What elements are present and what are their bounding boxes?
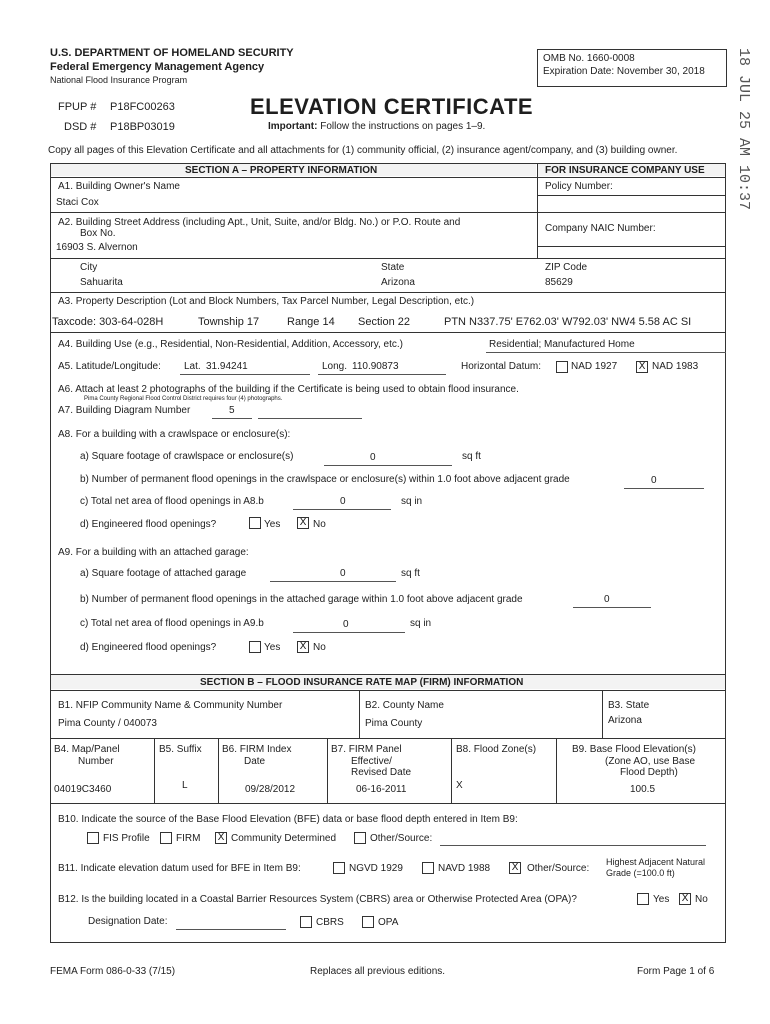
important-text: Follow the instructions on pages 1–9. xyxy=(320,121,486,132)
city-label: City xyxy=(80,262,98,273)
a8d-no-label: No xyxy=(313,519,326,530)
b7-label-line3: Revised Date xyxy=(351,767,412,778)
a8a-unit: sq ft xyxy=(462,451,481,462)
b7-effective-date[interactable]: 06-16-2011 xyxy=(356,784,407,795)
section-b-heading: SECTION B – FLOOD INSURANCE RATE MAP (FIRM) INFORMATION xyxy=(200,677,524,688)
b2-county[interactable]: Pima County xyxy=(365,718,423,729)
a8b-value[interactable]: 0 xyxy=(651,475,657,486)
a8d-yes-label: Yes xyxy=(264,519,281,530)
b6-label-line2: Date xyxy=(244,756,266,767)
a3-label: A3. Property Description (Lot and Block Numbers, Tax Parcel Number, Legal Description, etc.) xyxy=(58,296,475,307)
b3-label: B3. State xyxy=(608,700,650,711)
a7-label: A7. Building Diagram Number xyxy=(58,405,191,416)
a9d-yes-label: Yes xyxy=(264,642,281,653)
b11-other-checkbox[interactable]: X xyxy=(509,862,521,874)
a4-building-use[interactable]: Residential; Manufactured Home xyxy=(489,339,635,350)
a9d-no-label: No xyxy=(313,642,326,653)
a8b-label: b) Number of permanent flood openings in the crawlspace or enclosure(s) within 1.0 foot above adjacent grade xyxy=(80,474,570,485)
b11-navd-label: NAVD 1988 xyxy=(438,863,491,874)
a9c-label: c) Total net area of flood openings in A9.b xyxy=(80,618,264,629)
a9a-label: a) Square footage of attached garage xyxy=(80,568,247,579)
b3-state[interactable]: Arizona xyxy=(608,715,642,726)
b12-cbrs-checkbox[interactable] xyxy=(300,916,312,928)
nad1983-checkbox[interactable]: X xyxy=(636,361,648,373)
a6-label: A6. Attach at least 2 photographs of the building if the Certificate is being used to obtain flood insurance. xyxy=(58,384,519,395)
a1-label: A1. Building Owner's Name xyxy=(58,181,180,192)
department-name: U.S. DEPARTMENT OF HOMELAND SECURITY xyxy=(50,47,294,59)
program-name: National Flood Insurance Program xyxy=(50,75,188,85)
b11-other-source-line2[interactable]: Grade (=100.0 ft) xyxy=(606,868,675,878)
b12-no-checkbox[interactable]: X xyxy=(679,893,691,905)
b12-yes-checkbox[interactable] xyxy=(637,893,649,905)
b12-cbrs-label: CBRS xyxy=(316,917,344,928)
a6-county-note: Pima County Regional Flood Control District requires four (4) photographs. xyxy=(84,396,283,402)
nad1927-checkbox[interactable] xyxy=(556,361,568,373)
b1-community[interactable]: Pima County / 040073 xyxy=(58,718,157,729)
b6-firm-index-date[interactable]: 09/28/2012 xyxy=(245,784,296,795)
a8c-value[interactable]: 0 xyxy=(340,496,346,507)
b6-label-line1: B6. FIRM Index xyxy=(222,744,292,755)
form-number: FEMA Form 086-0-33 (7/15) xyxy=(50,966,176,977)
naic-number-label: Company NAIC Number: xyxy=(545,223,656,234)
received-stamp: 18 JUL 25 AM 10:37 xyxy=(735,48,752,211)
a4-label: A4. Building Use (e.g., Residential, Non-Residential, Addition, Accessory, etc.) xyxy=(58,339,403,350)
a9b-value[interactable]: 0 xyxy=(604,594,610,605)
a5-long-label: Long. xyxy=(322,361,348,372)
city-value[interactable]: Sahuarita xyxy=(80,277,123,288)
agency-name: Federal Emergency Management Agency xyxy=(50,61,265,73)
b10-community-checkbox[interactable]: X xyxy=(215,832,227,844)
b12-opa-checkbox[interactable] xyxy=(362,916,374,928)
nad1927-label: NAD 1927 xyxy=(571,361,618,372)
b11-other-source-line1[interactable]: Highest Adjacent Natural xyxy=(606,857,706,867)
zip-value[interactable]: 85629 xyxy=(545,277,573,288)
important-note xyxy=(268,121,485,132)
b12-opa-label: OPA xyxy=(378,917,399,928)
a8d-no-checkbox[interactable]: X xyxy=(297,517,309,529)
b10-community-label: Community Determined xyxy=(231,833,337,844)
a9a-value[interactable]: 0 xyxy=(340,568,346,579)
b10-label: B10. Indicate the source of the Base Flood Elevation (BFE) data or base flood depth entered in Item B9: xyxy=(58,814,518,825)
a7-diagram-number[interactable]: 5 xyxy=(229,405,235,416)
a5-longitude[interactable]: 110.90873 xyxy=(352,361,399,372)
fpup-number: P18FC00263 xyxy=(110,101,175,113)
a8c-unit: sq in xyxy=(401,496,423,507)
a9c-unit: sq in xyxy=(410,618,432,629)
a8c-label: c) Total net area of flood openings in A8.b xyxy=(80,496,264,507)
copy-instructions: Copy all pages of this Elevation Certificate and all attachments for (1) community official, (2) insurance agent/company, and (3) building owner. xyxy=(48,145,678,156)
a9b-label: b) Number of permanent flood openings in the attached garage within 1.0 foot above adjacent grade xyxy=(80,594,523,605)
a2-street-address[interactable]: 16903 S. Alvernon xyxy=(56,242,138,253)
a3-township[interactable]: Township 17 xyxy=(198,316,260,328)
b12-no-label: No xyxy=(695,894,708,905)
a3-ptn[interactable]: PTN N337.75' E762.03' W792.03' NW4 5.58 AC SI xyxy=(444,316,692,328)
a9-label: A9. For a building with an attached garage: xyxy=(58,547,249,558)
a2-label-line2: Box No. xyxy=(80,228,116,239)
b4-map-panel[interactable]: 04019C3460 xyxy=(54,784,112,795)
b9-label-line1: B9. Base Flood Elevation(s) xyxy=(572,744,696,755)
b12-yes-label: Yes xyxy=(653,894,670,905)
a5-latitude[interactable]: 31.94241 xyxy=(206,361,248,372)
b10-fis-label: FIS Profile xyxy=(103,833,150,844)
b7-label-line1: B7. FIRM Panel xyxy=(331,744,402,755)
b7-label-line2: Effective/ xyxy=(351,756,392,767)
b4-label-line2: Number xyxy=(78,756,114,767)
section-a-heading: SECTION A – PROPERTY INFORMATION xyxy=(185,165,378,176)
policy-number-label: Policy Number: xyxy=(545,181,613,192)
b5-label: B5. Suffix xyxy=(159,744,202,755)
a9a-unit: sq ft xyxy=(401,568,420,579)
b10-other-checkbox[interactable] xyxy=(354,832,366,844)
state-label: State xyxy=(381,262,405,273)
zip-label: ZIP Code xyxy=(545,262,588,273)
b11-other-label: Other/Source: xyxy=(527,863,590,874)
state-value[interactable]: Arizona xyxy=(381,277,415,288)
b10-fis-checkbox[interactable] xyxy=(87,832,99,844)
b11-ngvd-checkbox[interactable] xyxy=(333,862,345,874)
b12-label: B12. Is the building located in a Coastal Barrier Resources System (CBRS) area or Otherwise Protected Area (OPA)? xyxy=(58,894,577,905)
a8d-yes-checkbox[interactable] xyxy=(249,517,261,529)
a8d-label: d) Engineered flood openings? xyxy=(80,519,217,530)
b11-ngvd-label: NGVD 1929 xyxy=(349,863,403,874)
b9-label-line3: Flood Depth) xyxy=(620,767,678,778)
b8-flood-zone[interactable]: X xyxy=(456,780,463,791)
b5-suffix[interactable]: L xyxy=(182,780,188,791)
a2-label-line1: A2. Building Street Address (including Apt., Unit, Suite, and/or Bldg. No.) or P.O. Route and xyxy=(58,217,461,228)
a8a-value[interactable]: 0 xyxy=(370,452,376,463)
a8a-label: a) Square footage of crawlspace or enclosure(s) xyxy=(80,451,294,462)
a5-label: A5. Latitude/Longitude: xyxy=(58,361,161,372)
nad1983-label: NAD 1983 xyxy=(652,361,699,372)
expiration-date: Expiration Date: November 30, 2018 xyxy=(543,66,705,77)
a1-owner-name[interactable]: Staci Cox xyxy=(56,197,99,208)
b9-base-flood-elevation[interactable]: 100.5 xyxy=(630,784,656,795)
omb-box xyxy=(537,49,727,87)
b10-firm-label: FIRM xyxy=(176,833,201,844)
a5-lat-label: Lat. xyxy=(184,361,201,372)
a9c-value[interactable]: 0 xyxy=(343,619,349,630)
a3-section[interactable]: Section 22 xyxy=(358,316,410,328)
b10-firm-checkbox[interactable] xyxy=(160,832,172,844)
page-number: Form Page 1 of 6 xyxy=(637,966,715,977)
b8-label: B8. Flood Zone(s) xyxy=(456,744,537,755)
a5-datum-label: Horizontal Datum: xyxy=(461,361,542,372)
insurance-use-heading: FOR INSURANCE COMPANY USE xyxy=(545,165,705,176)
b10-other-label: Other/Source: xyxy=(370,833,433,844)
b12-designation-label: Designation Date: xyxy=(88,916,168,927)
a9d-no-checkbox[interactable]: X xyxy=(297,641,309,653)
page-title: ELEVATION CERTIFICATE xyxy=(250,94,534,119)
fpup-label: FPUP # xyxy=(58,101,97,113)
dsd-number: P18BP03019 xyxy=(110,121,175,133)
omb-number: OMB No. 1660-0008 xyxy=(543,53,635,64)
b4-label-line1: B4. Map/Panel xyxy=(54,744,120,755)
replaces-note: Replaces all previous editions. xyxy=(310,966,446,977)
b2-label: B2. County Name xyxy=(365,700,444,711)
b1-label: B1. NFIP Community Name & Community Number xyxy=(58,700,283,711)
a9d-yes-checkbox[interactable] xyxy=(249,641,261,653)
a9d-label: d) Engineered flood openings? xyxy=(80,642,217,653)
dsd-label: DSD # xyxy=(64,121,97,133)
b9-label-line2: (Zone AO, use Base xyxy=(605,756,696,767)
a3-range[interactable]: Range 14 xyxy=(287,316,335,328)
b11-label: B11. Indicate elevation datum used for BFE in Item B9: xyxy=(58,863,301,874)
a3-taxcode[interactable]: Taxcode: 303-64-028H xyxy=(52,316,164,328)
important-label: Important: xyxy=(268,121,318,132)
a8-label: A8. For a building with a crawlspace or enclosure(s): xyxy=(58,429,291,440)
b11-navd-checkbox[interactable] xyxy=(422,862,434,874)
